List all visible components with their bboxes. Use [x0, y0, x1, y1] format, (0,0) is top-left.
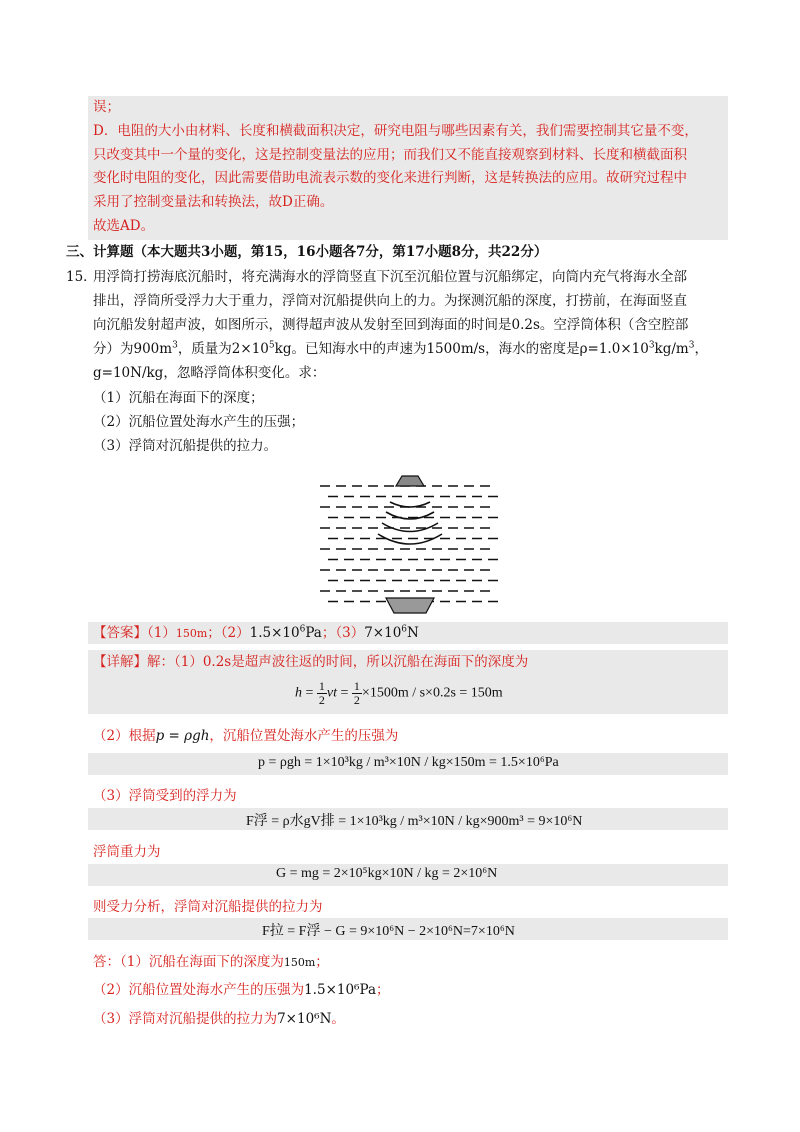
solution-line: 只改变其中一个量的变化，这是控制变量法的应用；而我们又不能直接观察到材料、长度和横截面积 — [93, 147, 687, 163]
question-text: g=10N/kg，忽略浮筒体积变化。求： — [93, 365, 326, 381]
sub-question: （3）浮筒对沉船提供的拉力。 — [93, 438, 278, 454]
final-answer-1: 答：（1）沉船在海面下的深度为150m； — [93, 954, 329, 970]
sub-question: （2）沉船位置处海水产生的压强； — [93, 414, 305, 430]
sonar-figure — [320, 474, 500, 616]
question-text: 分）为$900m^3$，质量为$2\times 10^5kg$。已知海水中的声速为1500m/s，海水的密度是$\rho=1.0\times 10^3kg/m^3$， — [93, 340, 708, 357]
question-text: 向沉船发射超声波，如图所示，测得超声波从发射至回到海面的时间是0.2s。空浮筒体积（含空腔部 — [93, 317, 689, 333]
detail-tag: 【详解】 — [93, 654, 147, 670]
solution-line: 采用了控制变量法和转换法，故D正确。 — [93, 194, 334, 210]
step-3: （3）浮筒受到的浮力为 — [93, 788, 237, 804]
sub-question: （1）沉船在海面下的深度； — [93, 390, 264, 406]
step-4: 浮筒重力为 — [93, 844, 161, 860]
step-2: （2）根据p = ρgh，沉船位置处海水产生的压强为 — [93, 728, 399, 744]
step-5: 则受力分析，浮筒对沉船提供的拉力为 — [93, 899, 323, 915]
answer-line: 【答案】（1）150m；$(2)1.5\times 10^6Pa$；$(3)7\times 10^6N$ — [93, 624, 419, 641]
solution-line: 故选AD。 — [93, 218, 155, 234]
equation-gravity: G = mg = 2×10⁵kg×10N / kg = 2×10⁶N — [276, 866, 498, 881]
answer-tag: 【答案】 — [93, 625, 147, 641]
section-header: 三、计算题（本大题共3小题，第15，16小题各7分，第17小题8分，共22分） — [66, 244, 548, 260]
question-number: 15． — [66, 269, 97, 285]
shipwreck-icon — [386, 598, 434, 613]
solution-line: 误； — [93, 99, 120, 115]
equation-tension: F拉 = F浮 − G = 9×10⁶N − 2×10⁶N=7×10⁶N — [262, 924, 515, 939]
equation-depth: h = $\frac{1}{2}$ vt = $\frac{1}{2}$ ×1500m / s×0.2s = 150m — [295, 679, 503, 707]
equation-buoyancy: F浮 = ρ水gV排 = 1×10³kg / m³×10N / kg×900m³ = 9×10⁶N — [246, 814, 583, 829]
question-text: 排出，浮筒所受浮力大于重力，浮筒对沉船提供向上的力。为探测沉船的深度，打捞前，在海面竖直 — [93, 293, 687, 309]
detail-intro: 【详解】解：（1）0.2s是超声波往返的时间，所以沉船在海面下的深度为 — [93, 654, 529, 670]
emitter-icon — [396, 476, 424, 486]
solution-line: D．电阻的大小由材料、长度和横截面积决定，研究电阻与哪些因素有关，我们需要控制其它量不变， — [93, 123, 698, 139]
final-answer-2: （2）沉船位置处海水产生的压强为1.5×10⁶Pa； — [93, 982, 390, 998]
final-answer-3: （3）浮筒对沉船提供的拉力为7×10⁶N。 — [93, 1011, 345, 1027]
question-text: 用浮筒打捞海底沉船时，将充满海水的浮筒竖直下沉至沉船位置与沉船绑定，向筒内充气将海水全部 — [93, 269, 687, 285]
solution-line: 变化时电阻的变化，因此需要借助电流表示数的变化来进行判断，这是转换法的应用。故研究过程中 — [93, 170, 687, 186]
equation-pressure: p = ρgh = 1×10³kg / m³×10N / kg×150m = 1.5×10⁶Pa — [258, 755, 559, 770]
